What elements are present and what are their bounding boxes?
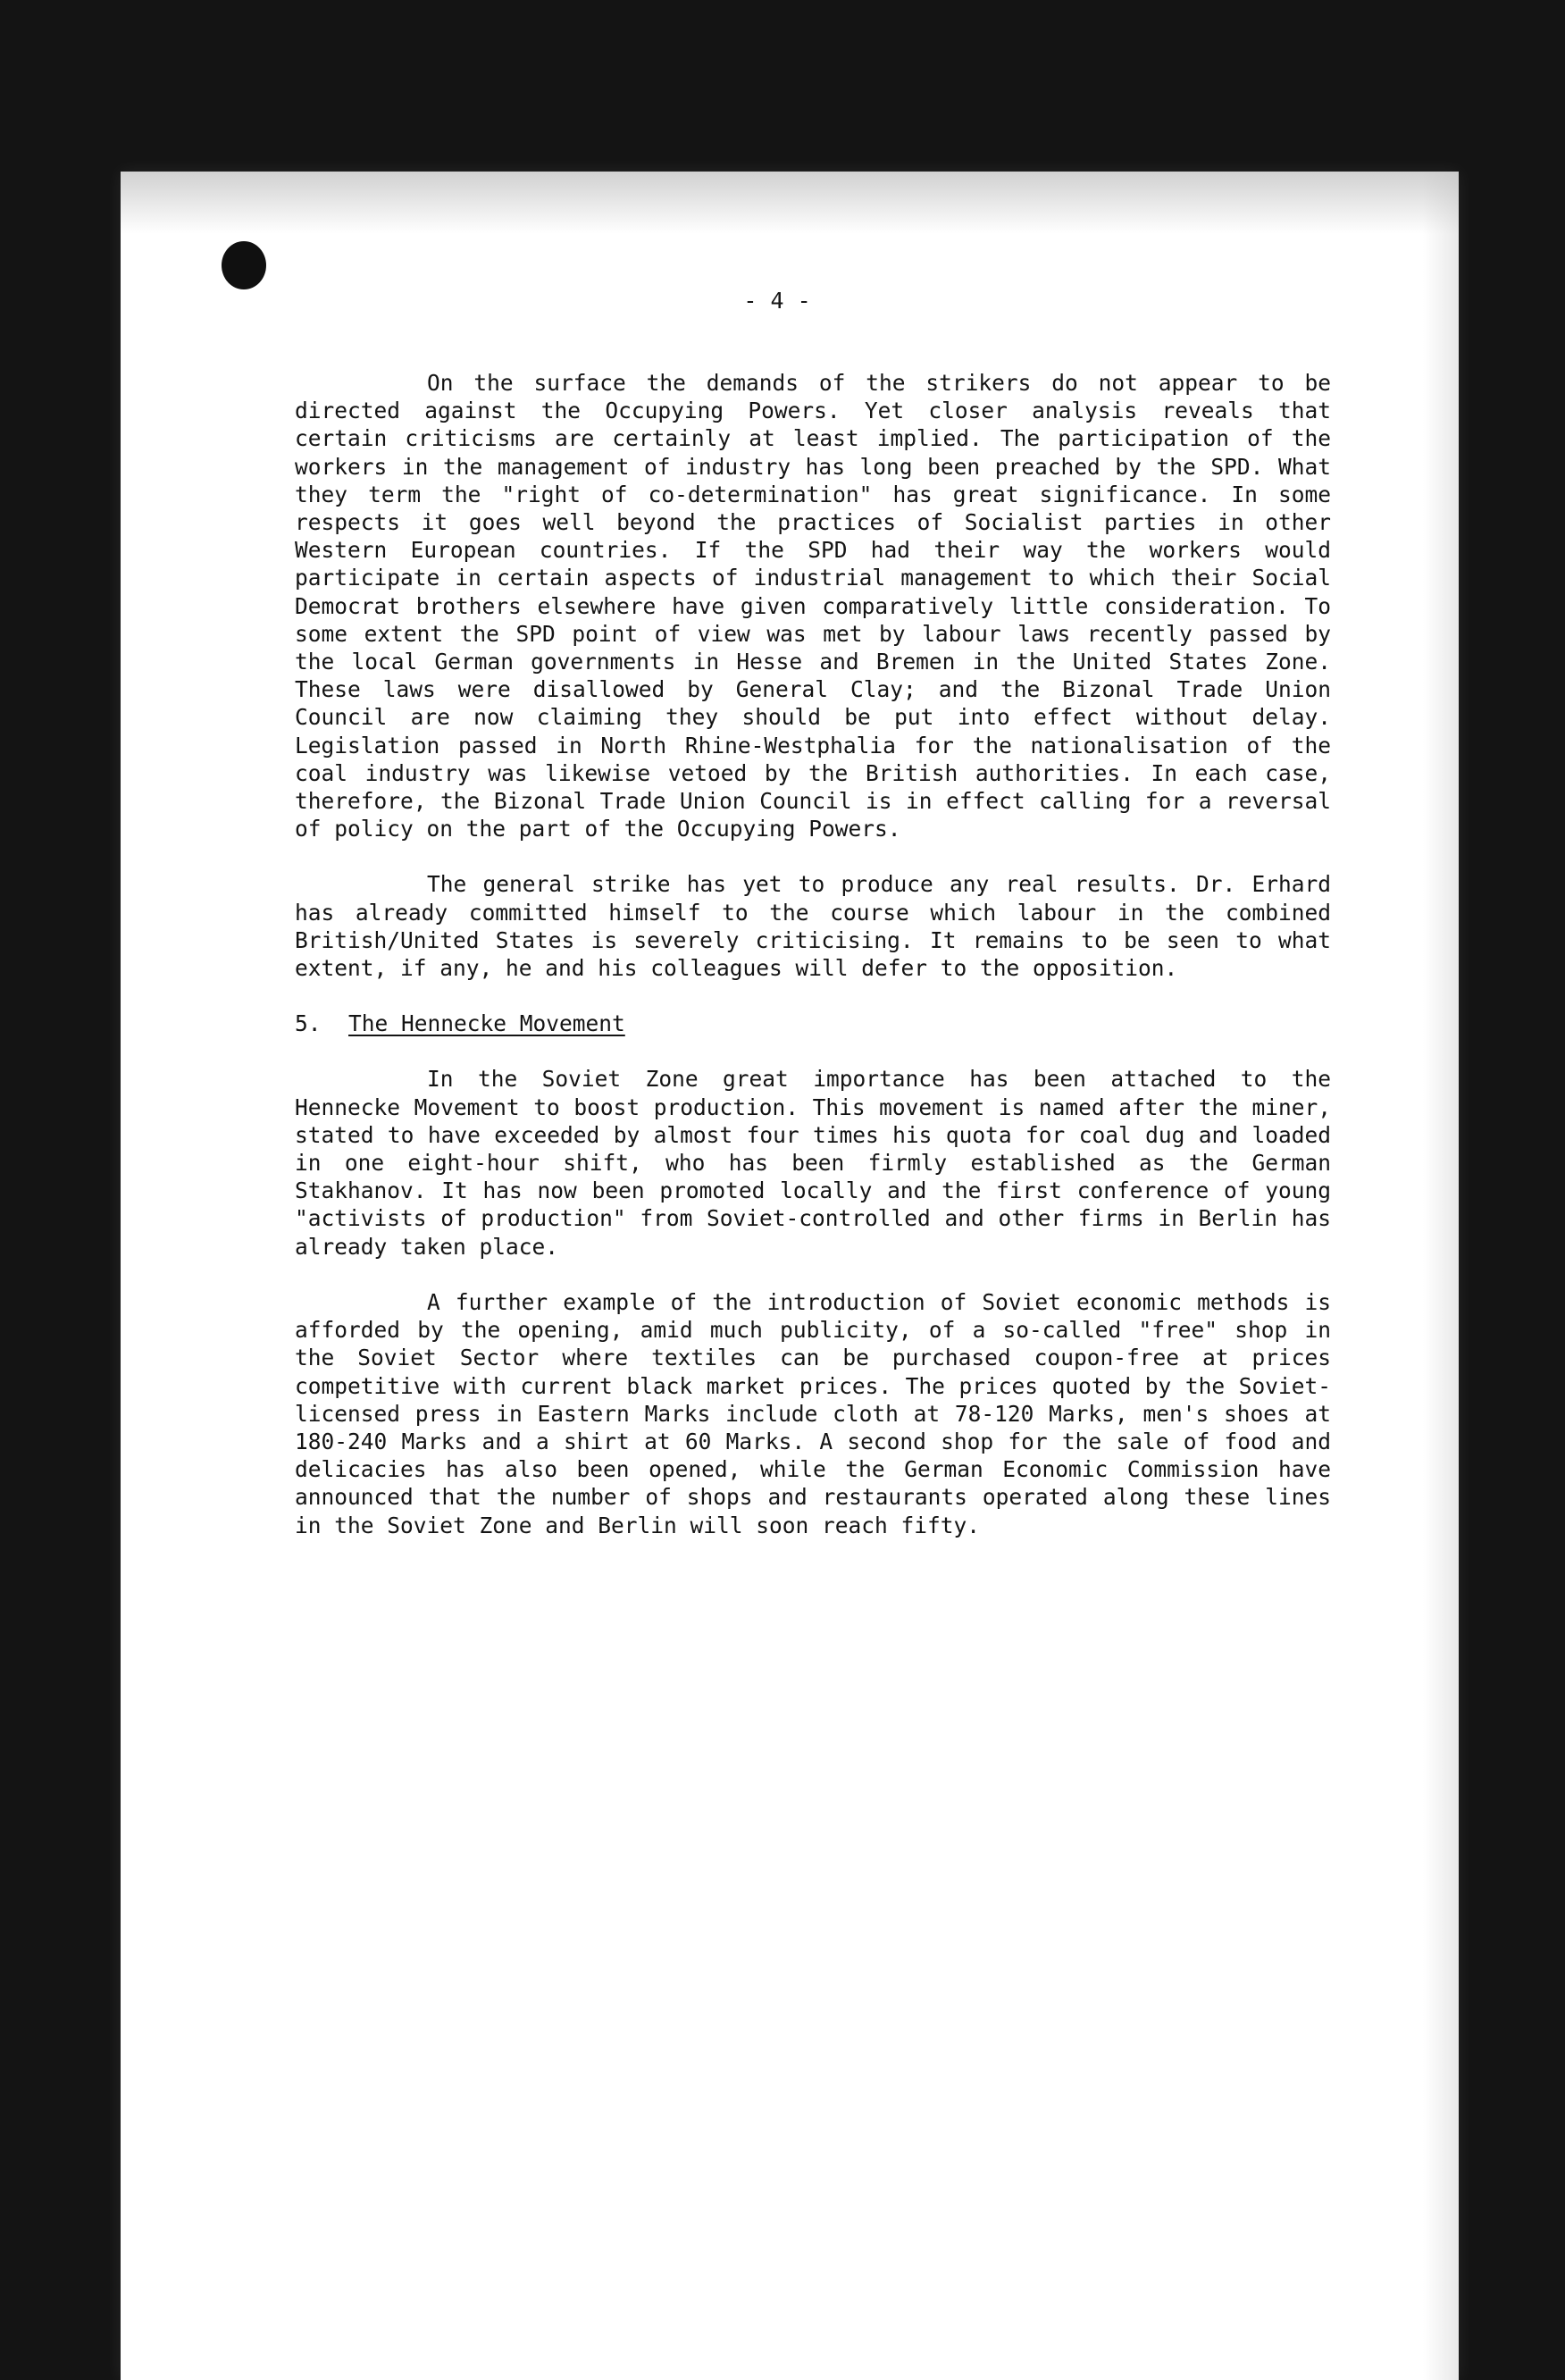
section-title: The Hennecke Movement [348,1010,625,1037]
paragraph-spacer [295,982,1331,1010]
document-body [295,369,1331,1539]
paragraph-spacer [295,1261,1331,1288]
section-heading [295,1010,1331,1037]
paragraph-hennecke-movement: In the Soviet Zone great importance has been attached to the Hennecke Movement to boost production. This movement is named after the miner, stated to have exceeded by almost four times his quota for coal dug and loaded in one eight-hour shift, who has been firmly established as the German Stakhanov. It has now been promoted locally and the first conference of young "activists of production" from Soviet-controlled and other firms in Berlin has already taken place. [295,1066,1331,1260]
paragraph-free-shop: A further example of the introduction of Soviet economic methods is afforded by the opening, amid much publicity, of a so-called "free" shop in the Soviet Sector where textiles can be purchased coupon-free at prices competitive with current black market prices. The prices quoted by the Soviet-licensed press in Eastern Marks include cloth at 78-120 Marks, men's shoes at 180-240 Marks and a shirt at 60 Marks. A second shop for the sale of food and delicacies has also been opened, while the German Economic Commission have announced that the number of shops and restaurants operated along these lines in the Soviet Zone and Berlin will soon reach fifty. [295,1288,1331,1538]
paragraph-strikers-demands: On the surface the demands of the strikers do not appear to be directed against the Occupying Powers. Yet closer analysis reveals that certain criticisms are certainly at least implied. The participation of the workers in the management of industry has long been preached by the SPD. What they term the "right of co-determination" has great significance. In some respects it goes well beyond the practices of Socialist parties in other Western European countries. If the SPD had their way the workers would participate in certain aspects of industrial management to which their Social Democrat brothers elsewhere have given comparatively little consideration. To some extent the SPD point of view was met by labour laws recently passed by the local German governments in Hesse and Bremen in the United States Zone. These laws were disallowed by General Clay; and the Bizonal Trade Union Council are now claiming they should be put into effect without delay. Legislation passed in North Rhine-Westphalia for the nationalisation of the coal industry was likewise vetoed by the British authorities. In each case, therefore, the Bizonal Trade Union Council is in effect calling for a reversal of policy on the part of the Occupying Powers. [295,370,1331,842]
paragraph-spacer [295,842,1331,870]
paragraph-general-strike: The general strike has yet to produce any real results. Dr. Erhard has already committed himself to the course which labour in the combined British/United States is severely criticising. It remains to be seen to what extent, if any, he and his colleagues will defer to the opposition. [295,871,1331,982]
paragraph-spacer [295,1037,1331,1065]
section-number: 5. [295,1010,322,1037]
punch-hole [222,241,266,289]
page-number: - 4 - [743,288,811,314]
